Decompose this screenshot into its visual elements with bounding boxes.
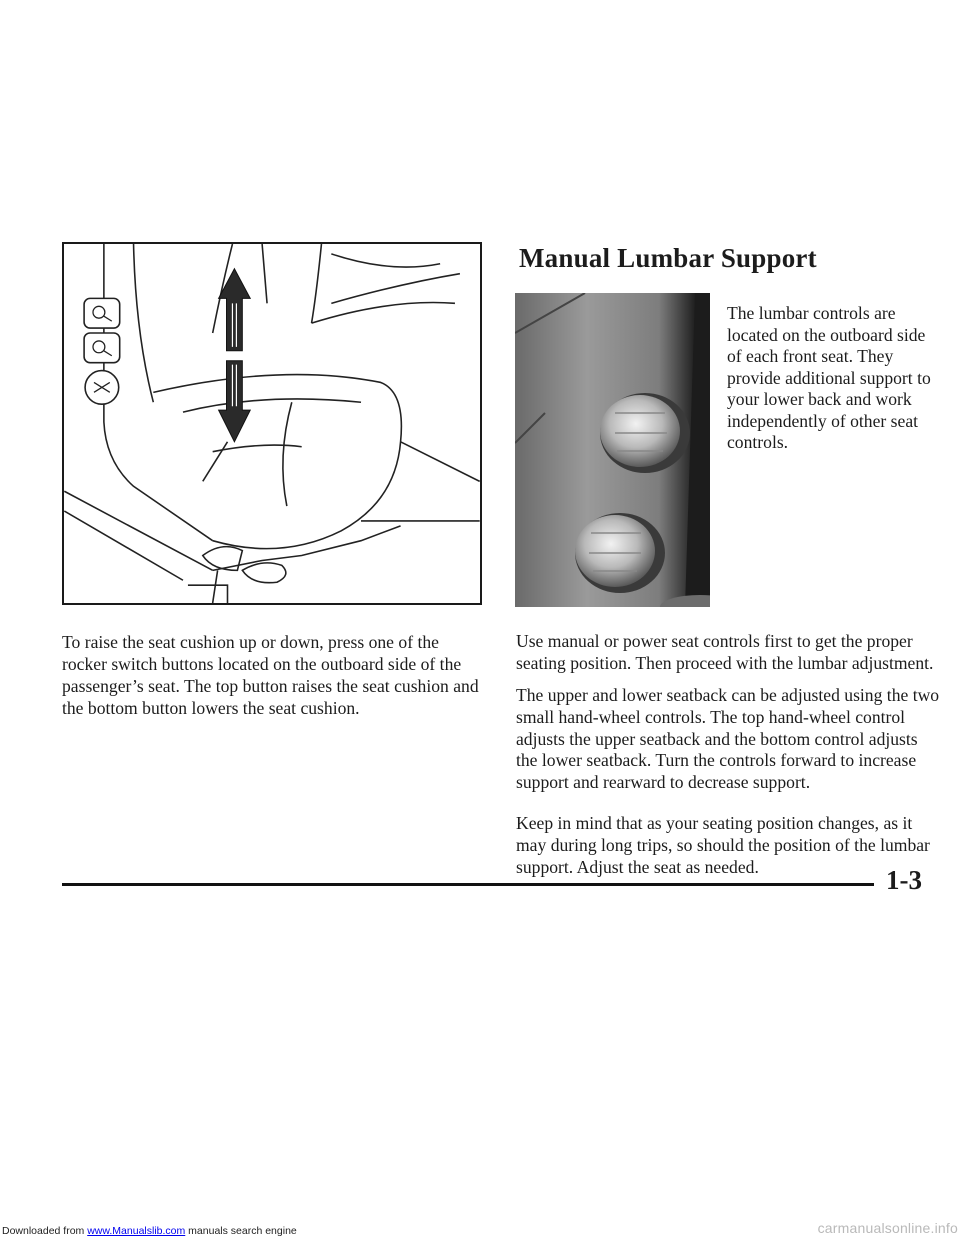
manualslib-link[interactable]: www.Manualslib.com [87,1225,186,1237]
seat-cushion-paragraph: To raise the seat cushion up or down, press one of the rocker switch buttons located on the outboard side of the passenger’s seat. The top button raises the seat cushion and the bottom button lowers the seat cushion. [62,632,479,718]
seat-adjustment-illustration [62,242,482,605]
seat-drawing [64,244,480,603]
lumbar-controls-photo [515,293,710,607]
long-trips-paragraph: Keep in mind that as your seating position changes, as it may during long trips, so should the position of the lumbar support. Adjust the seat as needed. [516,813,930,877]
site-watermark: carmanualsonline.info [817,1220,958,1236]
seatback-adjust-paragraph: The upper and lower seatback can be adjusted using the two small hand-wheel controls. The top hand-wheel control adjusts the upper seatback and the bottom control adjusts the lower seatback. Turn the controls forward to increase support and rearward to decrease support. [516,685,940,793]
footer-suffix: manuals search engine [185,1225,297,1237]
lumbar-caption: The lumbar controls are located on the outboard side of each front seat. They provide additional support to your lower back and work independently of other seat controls. [727,303,931,452]
proper-position-paragraph: Use manual or power seat controls first to get the proper seating position. Then proceed with the lumbar adjustment. [516,631,934,673]
page-number: 1-3 [886,865,922,895]
lumbar-knobs-drawing [515,293,710,607]
download-footer [2,1225,297,1237]
footer-prefix: Downloaded from [2,1225,88,1237]
footer-rule [62,883,874,886]
section-heading: Manual Lumbar Support [519,243,817,273]
